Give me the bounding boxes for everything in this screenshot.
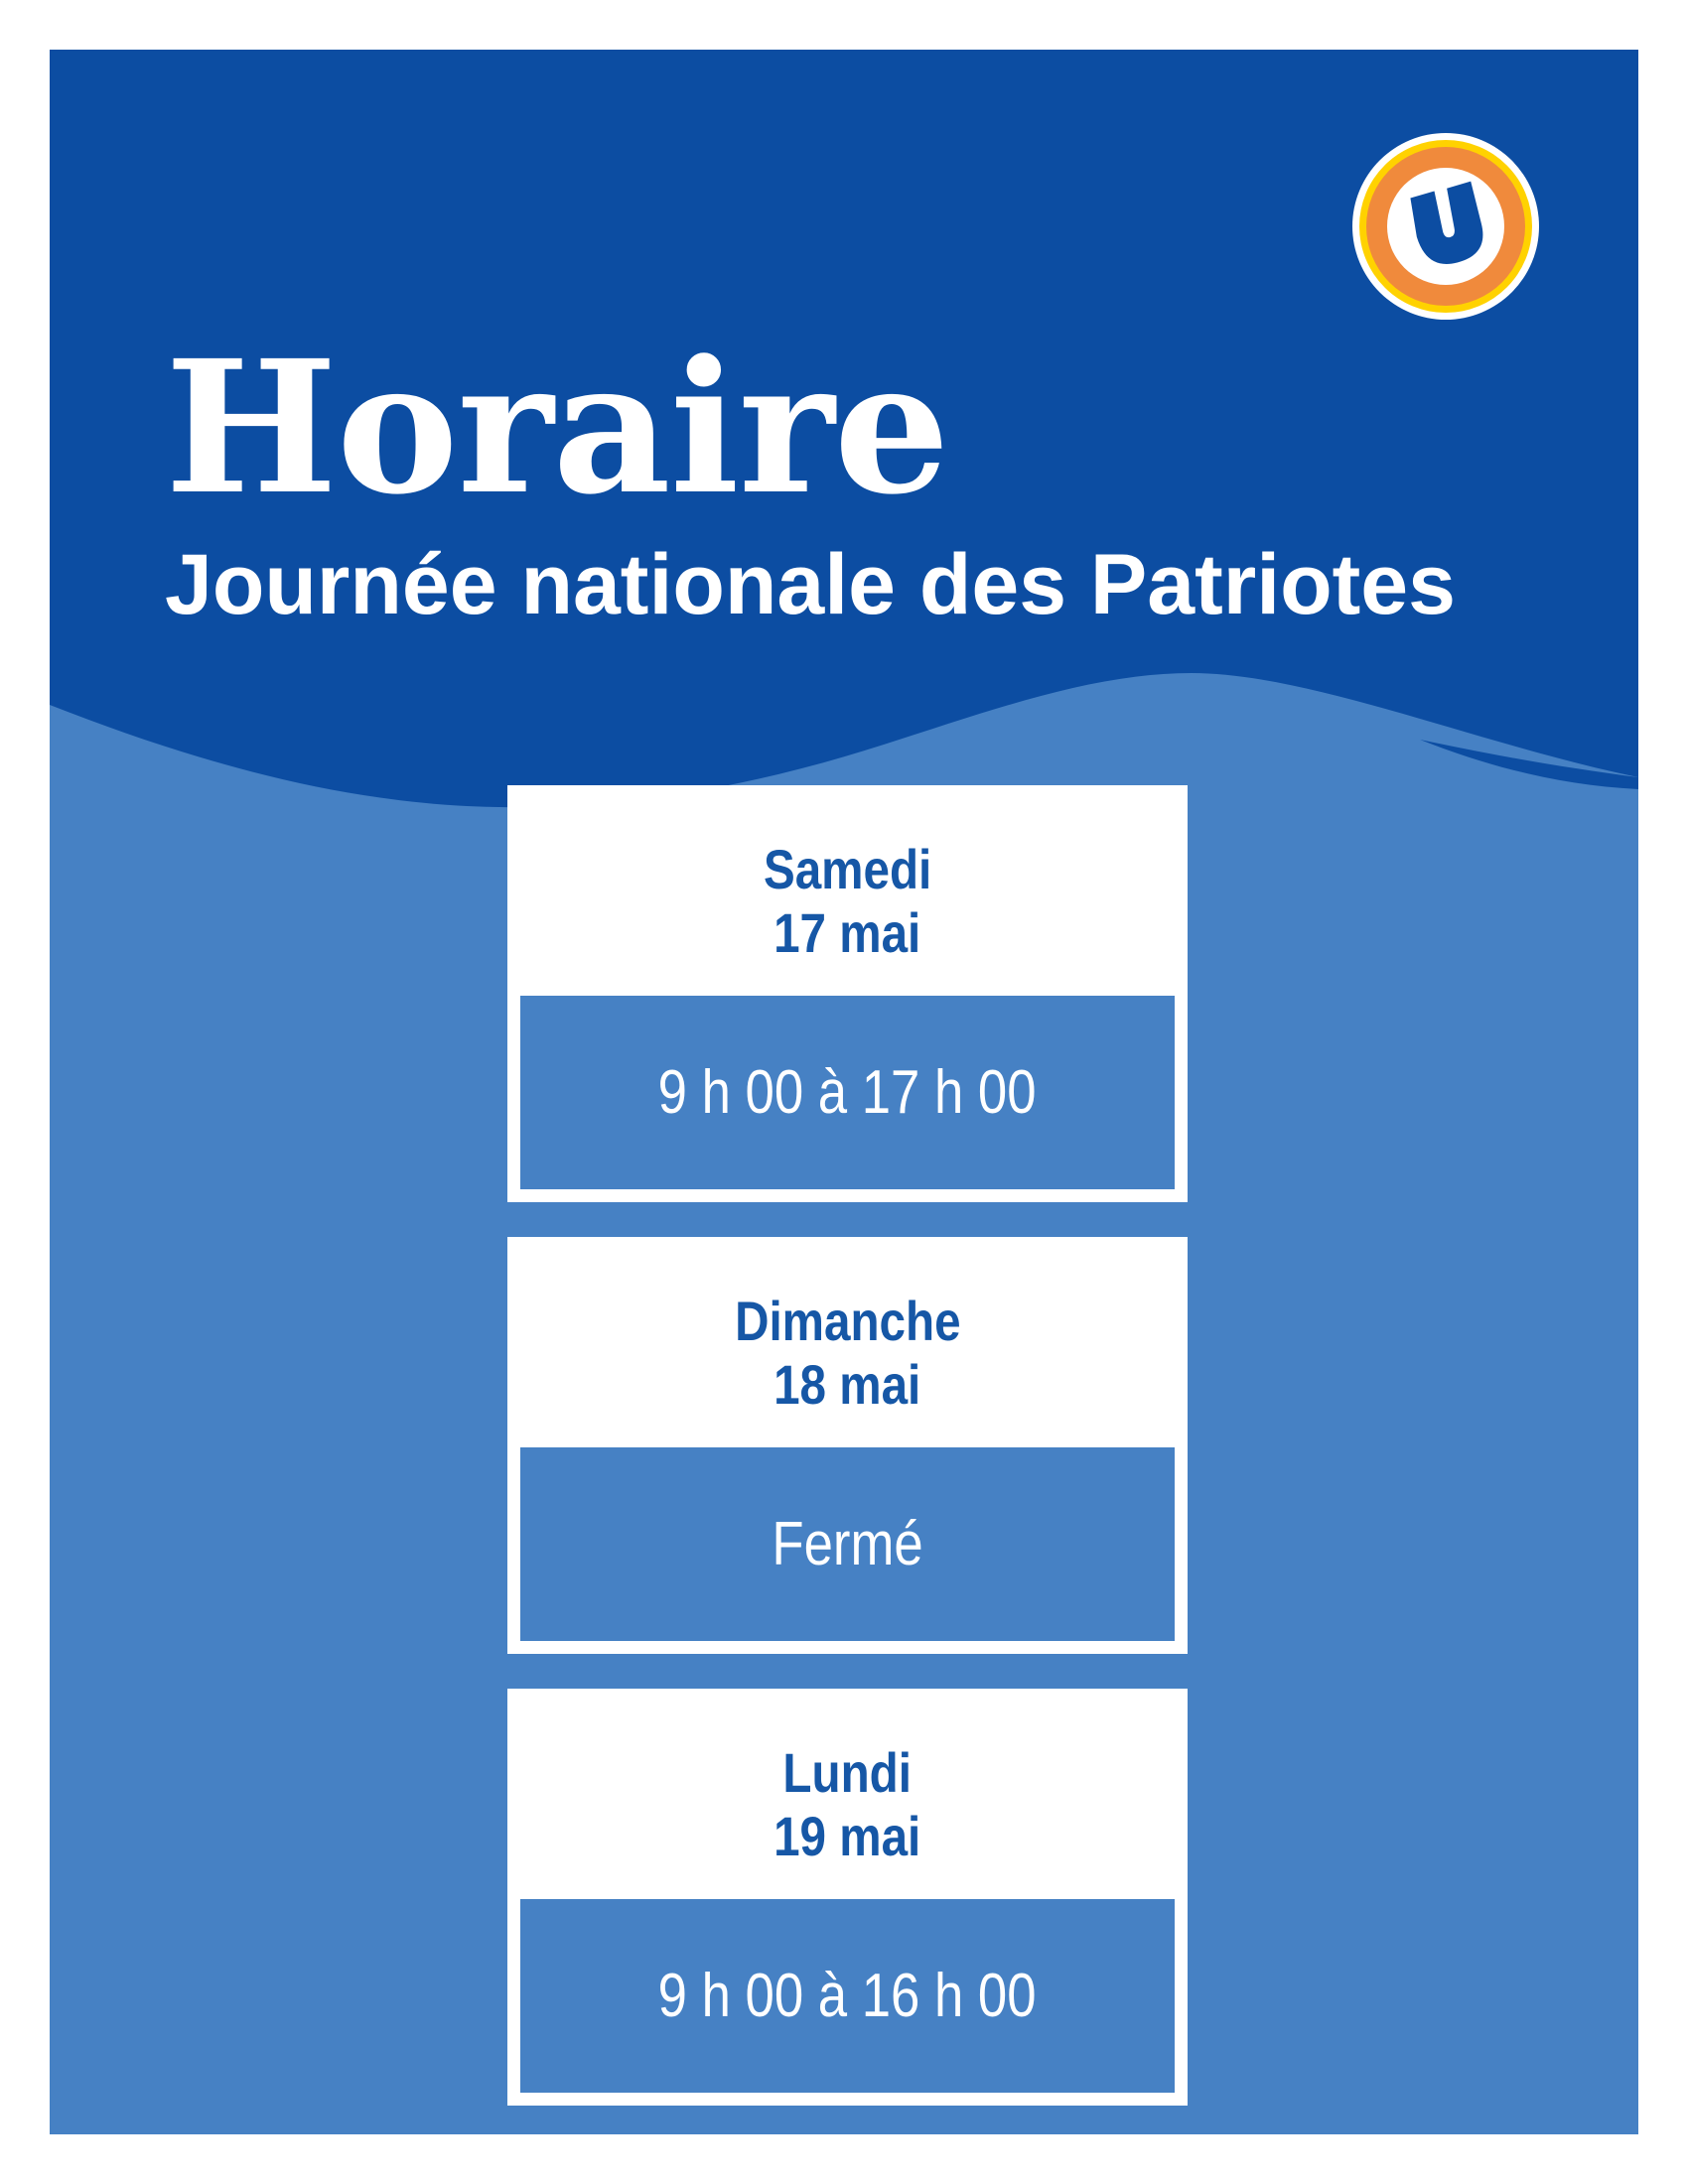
page-title: Horaire bbox=[165, 321, 949, 535]
date-label: 19 mai bbox=[774, 1805, 921, 1867]
hours-label: 9 h 00 à 16 h 00 bbox=[658, 1961, 1037, 2030]
poster-content-area bbox=[50, 50, 1638, 2134]
schedule-card-monday bbox=[507, 1689, 1188, 2106]
schedule-card-saturday bbox=[507, 785, 1188, 1202]
card-hours-section bbox=[520, 1899, 1175, 2093]
logo-yellow-ring bbox=[1359, 140, 1532, 313]
card-day-section bbox=[507, 1689, 1188, 1899]
card-day-section bbox=[507, 785, 1188, 996]
schedule-card-sunday bbox=[507, 1237, 1188, 1654]
day-label: Dimanche bbox=[734, 1290, 961, 1352]
hours-label: 9 h 00 à 17 h 00 bbox=[658, 1057, 1037, 1127]
u-letter-icon bbox=[1400, 179, 1491, 274]
date-label: 18 mai bbox=[774, 1353, 921, 1416]
date-label: 17 mai bbox=[774, 901, 921, 964]
page-subtitle: Journée nationale des Patriotes bbox=[165, 537, 1456, 632]
day-label: Lundi bbox=[782, 1741, 913, 1804]
uniprix-logo bbox=[1352, 133, 1539, 320]
card-hours-section bbox=[520, 1447, 1175, 1641]
logo-orange-ring bbox=[1366, 147, 1525, 306]
logo-inner-disc bbox=[1387, 168, 1504, 285]
card-day-section bbox=[507, 1237, 1188, 1447]
hours-label: Fermé bbox=[772, 1509, 923, 1578]
card-hours-section bbox=[520, 996, 1175, 1189]
day-label: Samedi bbox=[763, 838, 932, 900]
